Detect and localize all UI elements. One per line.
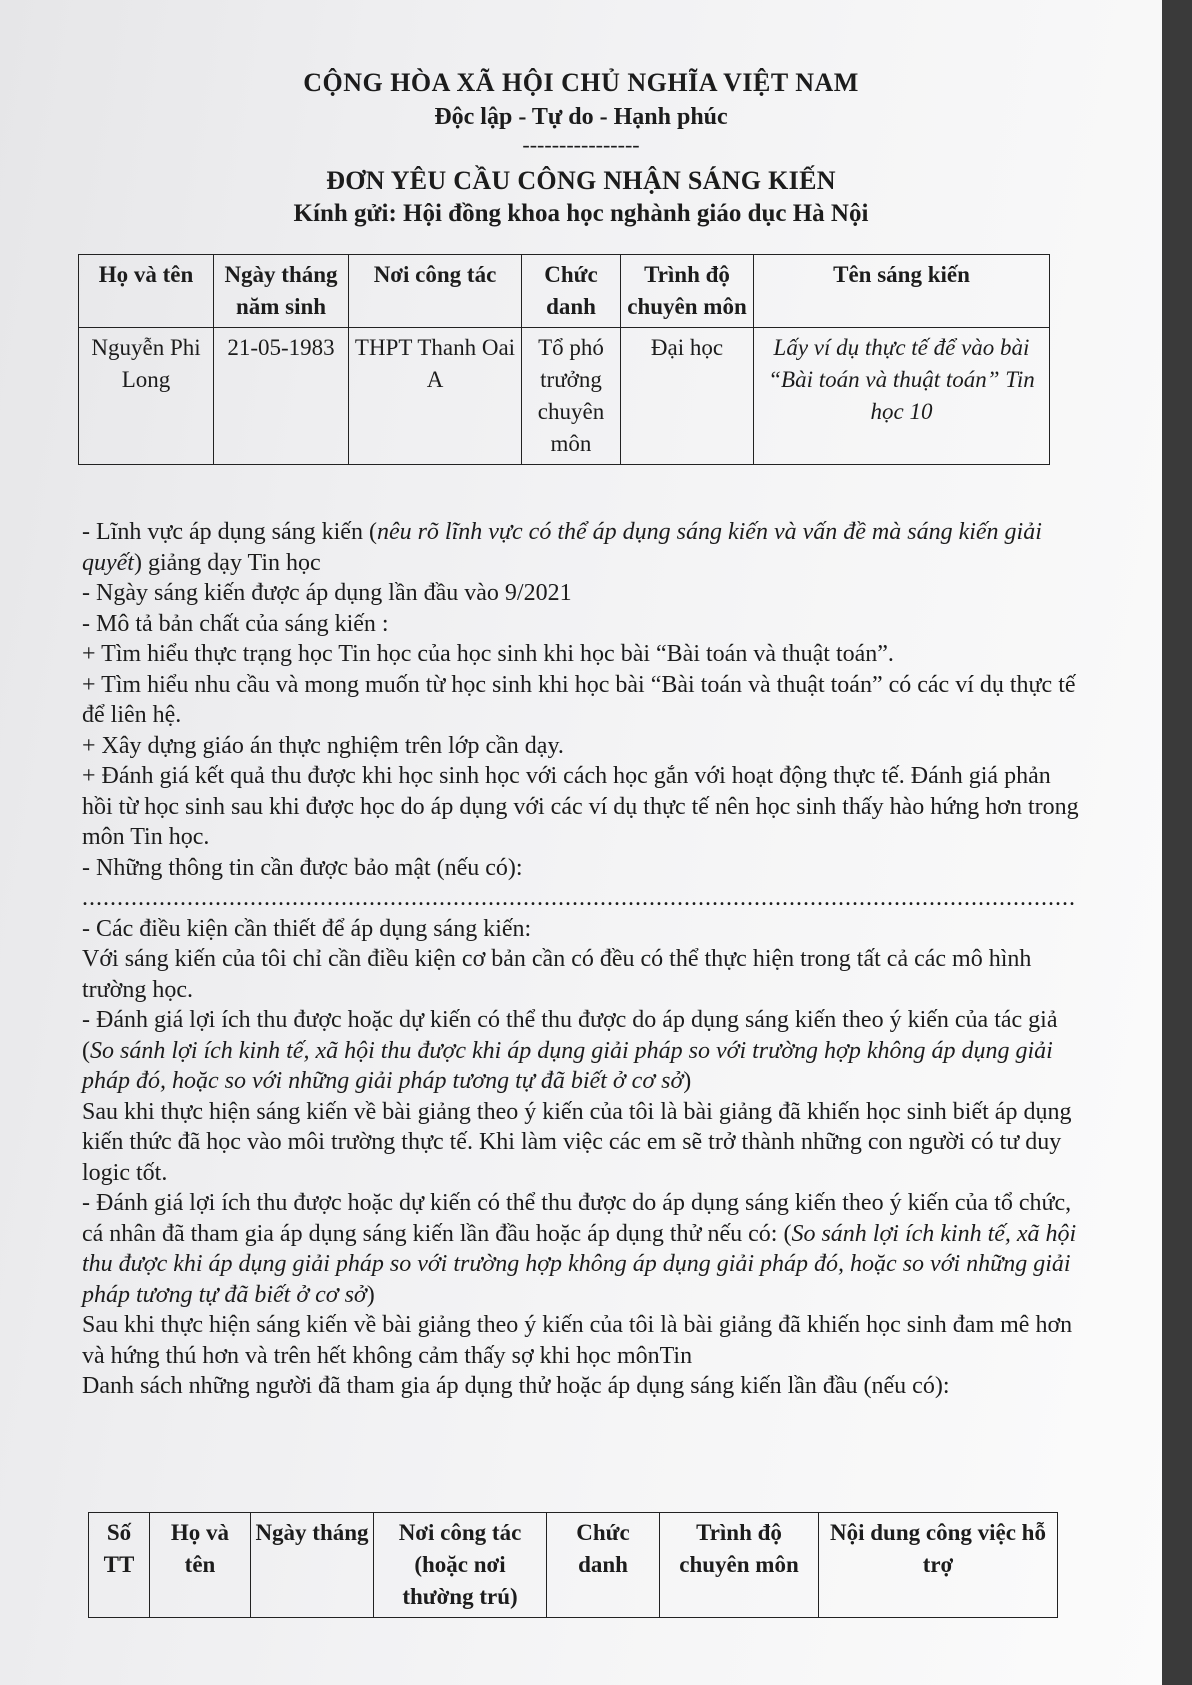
col-header-dob: Ngày tháng năm sinh — [214, 255, 349, 328]
paragraph-org-eval — [82, 1188, 1082, 1310]
italic-span: So sánh lợi ích kinh tế, xã hội thu được khi áp dụng giải pháp so với trường hợp không áp dụng giải pháp đó, hoặc so với những giải pháp tương tự đã biết ở cơ sở — [82, 1037, 1053, 1094]
text-span: - Đánh giá lợi ích thu được hoặc dự kiến có thể thu được do áp dụng sáng kiến theo ý kiến của tác giả ( — [82, 1007, 1058, 1064]
document-body — [82, 517, 1082, 1402]
col-header-title: Chức danh — [522, 255, 621, 328]
paragraph-confidential: - Những thông tin cần được bảo mật (nếu có): — [82, 854, 523, 881]
motto-heading: Độc lập - Tự do - Hạnh phúc — [434, 104, 728, 130]
cell-workplace: THPT Thanh Oai A — [349, 328, 522, 465]
col-header-workplace: Nơi công tác (hoặc nơi thường trú) — [374, 1513, 547, 1618]
text-span: - Đánh giá lợi ích thu được hoặc dự kiến có thể thu được do áp dụng sáng kiến theo ý kiến của tổ chức, cá nhân đã tham gia áp dụng sáng kiến lần đầu hoặc áp dụng thử nếu có: ( — [82, 1190, 1072, 1247]
paragraph-bullet-4: + Đánh giá kết quả thu được khi học sinh học với cách học gắn với hoạt động thực tế. Đánh giá phản hồi từ học sinh sau khi được học do áp dụng với các ví dụ thực tế nên học sinh thấy hào hứng hơn trong môn Tin học. — [82, 763, 1079, 850]
cell-title: Tổ phó trưởng chuyên môn — [522, 328, 621, 465]
paragraph-conditions-heading: - Các điều kiện cần thiết để áp dụng sáng kiến: — [82, 915, 532, 942]
col-header-support: Nội dung công việc hỗ trợ — [819, 1513, 1058, 1618]
text-span: ) — [683, 1068, 692, 1094]
col-header-level: Trình độ chuyên môn — [660, 1513, 819, 1618]
col-header-no: Số TT — [89, 1513, 150, 1618]
paragraph-author-result: Sau khi thực hiện sáng kiến về bài giảng theo ý kiến của tôi là bài giảng đã khiến học sinh biết áp dụng kiến thức đã học vào môi trường thực tế. Khi làm việc các em sẽ trở thành những con người có tư duy logic tốt. — [82, 1098, 1072, 1186]
paragraph-field — [82, 517, 1082, 578]
col-header-initiative: Tên sáng kiến — [754, 255, 1050, 328]
paragraph-bullet-3: + Xây dựng giáo án thực nghiệm trên lớp cần dạy. — [82, 732, 564, 759]
paragraph-bullet-1: + Tìm hiểu thực trạng học Tin học của học sinh khi học bài “Bài toán và thuật toán”. — [82, 641, 894, 667]
cell-name: Nguyễn Phi Long — [79, 328, 214, 465]
applicant-table — [78, 254, 1050, 465]
col-header-title: Chức danh — [547, 1513, 660, 1618]
italic-span: nêu rõ lĩnh vực có thể áp dụng sáng kiến và vấn đề mà sáng kiến giải quyết — [82, 519, 1042, 576]
paragraph-conditions: Với sáng kiến của tôi chỉ cần điều kiện cơ bản cần có đều có thể thực hiện trong tất cả các mô hình trường học. — [82, 946, 1032, 1003]
dotted-line: .............................................................................................................................................. — [82, 885, 1076, 911]
col-header-name: Họ và tên — [79, 255, 214, 328]
paragraph-org-result: Sau khi thực hiện sáng kiến về bài giảng theo ý kiến của tôi là bài giảng đã khiến học sinh đam mê hơn và hứng thú hơn và trên hết không cảm thấy sợ khi học mônTin — [82, 1312, 1073, 1369]
paragraph-description-heading: - Mô tả bản chất của sáng kiến : — [82, 610, 389, 637]
paragraph-author-eval — [82, 1005, 1082, 1097]
italic-span: So sánh lợi ích kinh tế, xã hội thu được khi áp dụng giải pháp so với trường hợp không áp dụng giải pháp đó, hoặc so với những giải pháp tương tự đã biết ở cơ sở — [82, 1220, 1077, 1308]
participants-table — [88, 1512, 1058, 1618]
form-title: ĐƠN YÊU CẦU CÔNG NHẬN SÁNG KIẾN — [326, 166, 836, 195]
text-span: ) giảng dạy Tin học — [133, 549, 321, 576]
recipient-line: Kính gửi: Hội đồng khoa học nghành giáo dục Hà Nội — [293, 200, 869, 227]
country-heading: CỘNG HÒA XÃ HỘI CHỦ NGHĨA VIỆT NAM — [303, 68, 859, 97]
cell-dob: 21-05-1983 — [214, 328, 349, 465]
cell-level: Đại học — [621, 328, 754, 465]
paragraph-date: - Ngày sáng kiến được áp dụng lần đầu vào 9/2021 — [82, 580, 572, 606]
text-span: ) — [366, 1281, 375, 1308]
col-header-name: Họ và tên — [150, 1513, 251, 1618]
paragraph-bullet-2: + Tìm hiểu nhu cầu và mong muốn từ học sinh khi học bài “Bài toán và thuật toán” có các ví dụ thực tế để liên hệ. — [82, 671, 1076, 728]
separator-line: ---------------- — [522, 132, 640, 157]
paragraph-participants-heading: Danh sách những người đã tham gia áp dụng thử hoặc áp dụng sáng kiến lần đầu (nếu có): — [82, 1373, 950, 1399]
text-span: - Lĩnh vực áp dụng sáng kiến ( — [82, 519, 377, 545]
cell-initiative: Lấy ví dụ thực tế để vào bài “Bài toán và thuật toán” Tin học 10 — [754, 328, 1050, 465]
col-header-workplace: Nơi công tác — [349, 255, 522, 328]
table-row — [79, 328, 1050, 465]
col-header-date: Ngày tháng — [251, 1513, 374, 1618]
col-header-level: Trình độ chuyên môn — [621, 255, 754, 328]
